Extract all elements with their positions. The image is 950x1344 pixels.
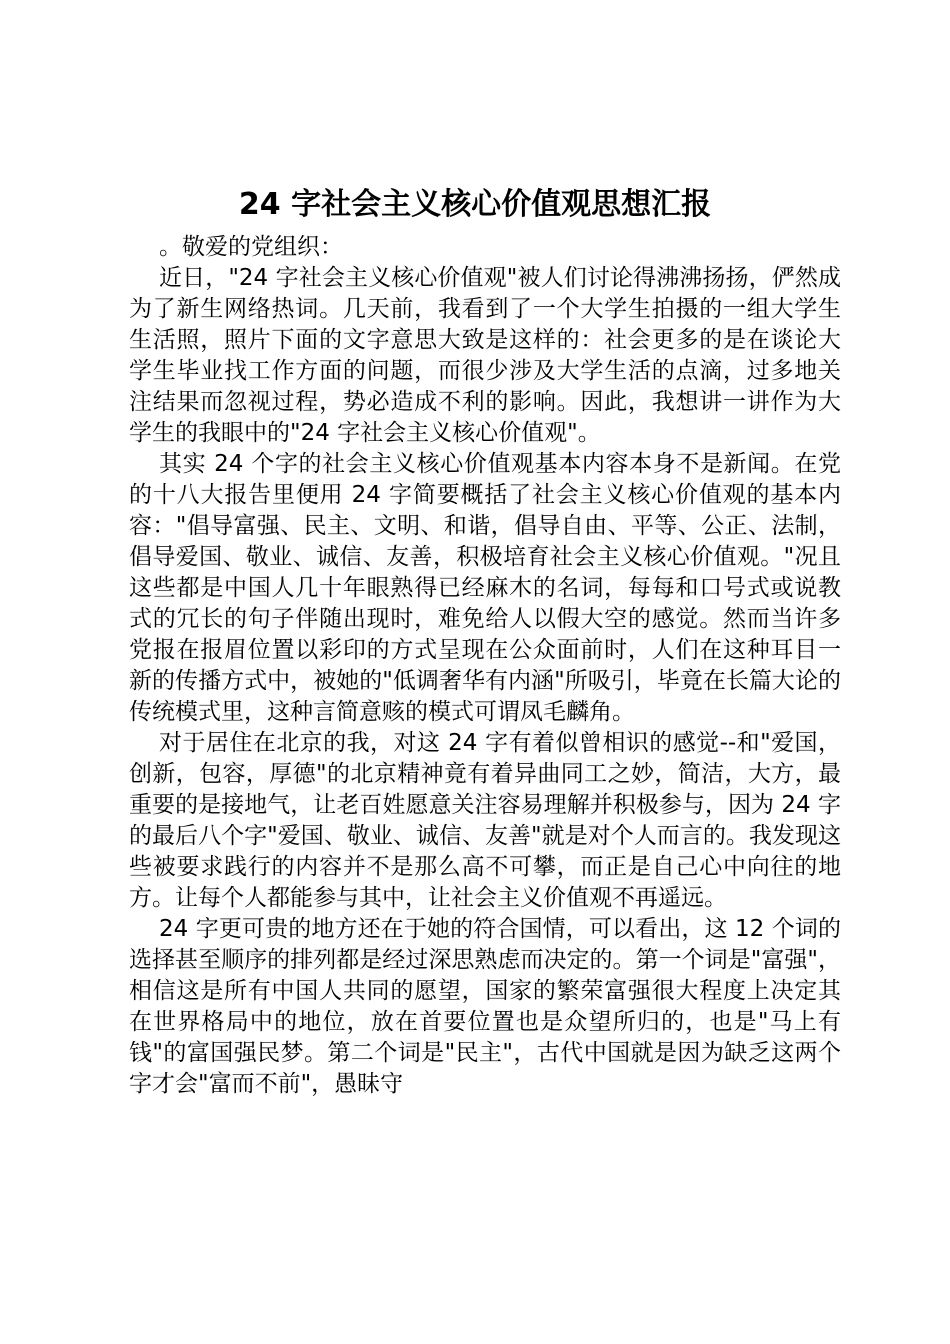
paragraph-2: 其实 24 个字的社会主义核心价值观基本内容本身不是新闻。在党的十八大报告里便用 24 字简要概括了社会主义核心价值观的基本内容："倡导富强、民主、文明、和谐，倡导自由、平等、公正、法制，倡导爱国、敬业、诚信、友善，积极培育社会主义核心价值观。"况且这些都是中国人几十年眼熟得已经麻木的名词，每每和口号式或说教式的冗长的句子伴随出现时，难免给人以假大空的感觉。然而当许多党报在报眉位置以彩印的方式呈现在公众面前时，人们在这种耳目一新的传播方式中，被她的"低调奢华有内涵"所吸引，毕竟在长篇大论的传统模式里，这种言简意赅的模式可谓凤毛麟角。 xyxy=(129,451,841,725)
document-body xyxy=(129,232,841,1100)
paragraph-4: 24 字更可贵的地方还在于她的符合国情，可以看出，这 12 个词的选择甚至顺序的排列都是经过深思熟虑而决定的。第一个词是"富强"，相信这是所有中国人共同的愿望，国家的繁荣富强很大程度上决定其在世界格局中的地位，放在首要位置也是众望所归的，也是"马上有钱"的富国强民梦。第二个词是"民主"，古代中国就是因为缺乏这两个字才会"富而不前"，愚昧守 xyxy=(129,916,841,1097)
paragraph-1: 近日，"24 字社会主义核心价值观"被人们讨论得沸沸扬扬，俨然成为了新生网络热词。几天前，我看到了一个大学生拍摄的一组大学生生活照，照片下面的文字意思大致是这样的：社会更多的是在谈论大学生毕业找工作方面的问题，而很少涉及大学生活的点滴，过多地关注结果而忽视过程，势必造成不利的影响。因此，我想讲一讲作为大学生的我眼中的"24 字社会主义核心价值观"。 xyxy=(129,265,841,446)
paragraph-salutation: 。敬爱的党组织： xyxy=(159,234,343,260)
document-title: 24 字社会主义核心价值观思想汇报 xyxy=(238,187,712,222)
paragraph-3: 对于居住在北京的我，对这 24 字有着似曾相识的感觉--和"爱国，创新，包容，厚德"的北京精神竟有着异曲同工之妙，简洁，大方，最重要的是接地气，让老百姓愿意关注容易理解并积极参与，因为 24 字的最后八个字"爱国、敬业、诚信、友善"就是对个人而言的。我发现这些被要求践行的内容并不是那么高不可攀，而正是自己心中向往的地方。让每个人都能参与其中，让社会主义价值观不再遥远。 xyxy=(129,730,841,911)
